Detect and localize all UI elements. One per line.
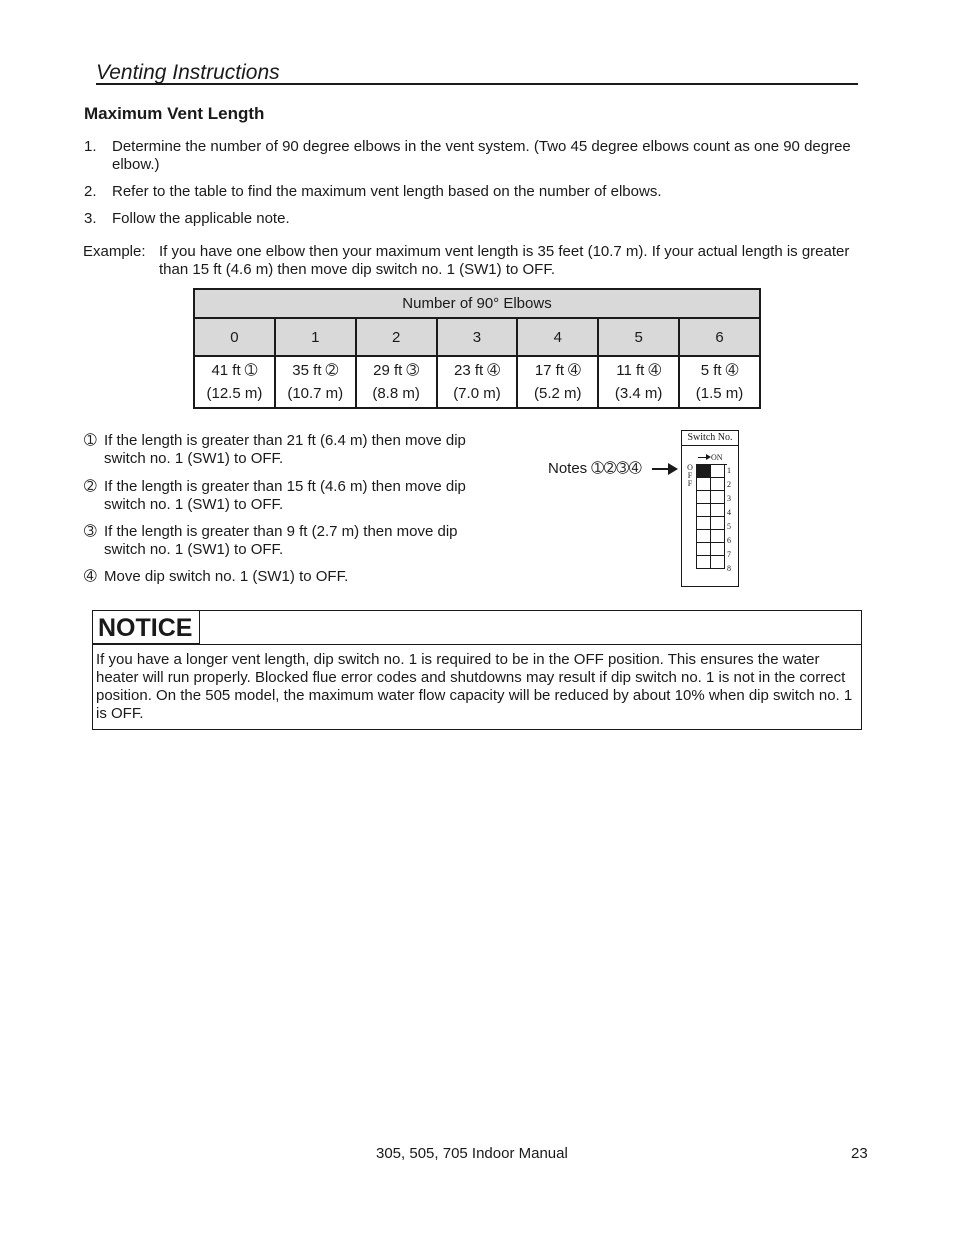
switch-on-cell xyxy=(697,504,711,517)
table-cell xyxy=(679,356,760,408)
switch-off-cell xyxy=(711,556,725,569)
column-header: 3 xyxy=(437,318,518,356)
switch-on-cell xyxy=(697,478,711,491)
step-number: 1. xyxy=(84,138,97,155)
column-header: 0 xyxy=(194,318,275,356)
switch-off-cell xyxy=(711,465,725,478)
column-header: 1 xyxy=(275,318,356,356)
switch-row xyxy=(697,478,727,491)
length-ft: 41 ft ➀ xyxy=(211,362,258,379)
switch-off-cell xyxy=(711,504,725,517)
length-m: (1.5 m) xyxy=(695,385,744,402)
notice-divider xyxy=(93,644,861,645)
note-text: Move dip switch no. 1 (SW1) to OFF. xyxy=(104,568,349,585)
example-label: Example: xyxy=(83,243,146,260)
switch-row xyxy=(697,491,727,504)
length-ft: 35 ft ➁ xyxy=(292,362,339,379)
switch-row xyxy=(697,556,727,569)
switch-on-cell xyxy=(697,491,711,504)
switch-number: 3 xyxy=(727,494,731,503)
note-text: If the length is greater than 21 ft (6.4 m) then move dip switch no. 1 (SW1) to OFF. xyxy=(104,432,466,467)
switch-on-cell xyxy=(697,556,711,569)
table-cell xyxy=(275,356,356,408)
length-m: (5.2 m) xyxy=(534,385,582,402)
off-label: O F F xyxy=(687,463,693,488)
step-text: Determine the number of 90 degree elbows in the vent system. (Two 45 degree elbows count as one 90 degree elbow.) xyxy=(112,138,851,173)
switch-number: 7 xyxy=(727,550,731,559)
notice-label: NOTICE xyxy=(92,610,200,644)
column-header: 5 xyxy=(598,318,679,356)
vent-length-table xyxy=(193,288,761,409)
length-m: (12.5 m) xyxy=(206,385,263,402)
switch-number: 6 xyxy=(727,536,731,545)
switch-off-cell xyxy=(711,491,725,504)
on-label: ON xyxy=(711,453,723,462)
length-m: (8.8 m) xyxy=(372,385,420,402)
switch-numbers xyxy=(727,464,731,576)
switch-off-cell xyxy=(711,543,725,556)
table-cell xyxy=(437,356,518,408)
title-rule xyxy=(96,83,858,85)
step-text: Refer to the table to find the maximum vent length based on the number of elbows. xyxy=(112,183,662,200)
column-header: 4 xyxy=(517,318,598,356)
table-header: Number of 90° Elbows xyxy=(194,289,760,318)
dip-switch-diagram xyxy=(681,430,739,587)
switch-title: Switch No. xyxy=(682,431,738,446)
note-symbol: ➀ xyxy=(84,432,97,449)
column-header: 6 xyxy=(679,318,760,356)
length-ft: 29 ft ➂ xyxy=(373,362,420,379)
switch-number: 1 xyxy=(727,466,731,475)
step-number: 2. xyxy=(84,183,97,200)
table-cell xyxy=(194,356,275,408)
switch-on-cell xyxy=(697,517,711,530)
switch-off-cell xyxy=(711,478,725,491)
table-cell xyxy=(356,356,437,408)
switch-number: 4 xyxy=(727,508,731,517)
notes-label: Notes ➀➁➂➃ xyxy=(548,460,642,477)
length-ft: 11 ft ➃ xyxy=(616,362,662,379)
step-number: 3. xyxy=(84,210,97,227)
table-cell xyxy=(517,356,598,408)
length-ft: 17 ft ➃ xyxy=(534,362,581,379)
note-symbol: ➃ xyxy=(84,568,97,585)
switch-number: 8 xyxy=(727,564,731,573)
switch-row xyxy=(697,504,727,517)
length-ft: 5 ft ➃ xyxy=(700,362,739,379)
switch-on-cell xyxy=(697,543,711,556)
length-ft: 23 ft ➃ xyxy=(453,362,500,379)
switch-row xyxy=(697,530,727,543)
arrow-head-icon xyxy=(668,463,678,475)
switch-off-cell xyxy=(711,517,725,530)
note-text: If the length is greater than 15 ft (4.6 m) then move dip switch no. 1 (SW1) to OFF. xyxy=(104,478,466,513)
example-text: If you have one elbow then your maximum vent length is 35 feet (10.7 m). If your actual length is greater than 15 ft (4.6 m) then move dip switch no. 1 (SW1) to OFF. xyxy=(159,243,850,278)
table-cell xyxy=(598,356,679,408)
switch-off-cell xyxy=(711,530,725,543)
switch-number: 2 xyxy=(727,480,731,489)
switch-row xyxy=(697,517,727,530)
length-m: (10.7 m) xyxy=(287,385,344,402)
step-text: Follow the applicable note. xyxy=(112,210,290,227)
table-column-row xyxy=(194,318,760,356)
note-symbol: ➂ xyxy=(84,523,97,540)
switch-grid xyxy=(696,464,727,569)
subheading: Maximum Vent Length xyxy=(84,104,265,123)
notice-text: If you have a longer vent length, dip switch no. 1 is required to be in the OFF position. This ensures the water heater will run properly. Blocked flue error codes and shutdowns may result if dip switch no. 1 is not in the correct position. On the 505 model, the maximum water flow capacity will be reduced by about 10% when dip switch no. 1 is OFF. xyxy=(96,651,853,722)
table-value-row xyxy=(194,356,760,408)
note-text: If the length is greater than 9 ft (2.7 m) then move dip switch no. 1 (SW1) to OFF. xyxy=(104,523,458,558)
section-title: Venting Instructions xyxy=(96,61,280,84)
switch-on-cell xyxy=(697,465,711,478)
switch-on-cell xyxy=(697,530,711,543)
page-number: 23 xyxy=(851,1145,868,1162)
footer-manual-title: 305, 505, 705 Indoor Manual xyxy=(376,1145,568,1162)
notice-box xyxy=(92,610,862,730)
length-m: (7.0 m) xyxy=(453,385,501,402)
column-header: 2 xyxy=(356,318,437,356)
switch-number: 5 xyxy=(727,522,731,531)
note-symbol: ➁ xyxy=(84,478,97,495)
switch-row xyxy=(697,465,727,478)
length-m: (3.4 m) xyxy=(614,385,663,402)
switch-row xyxy=(697,543,727,556)
